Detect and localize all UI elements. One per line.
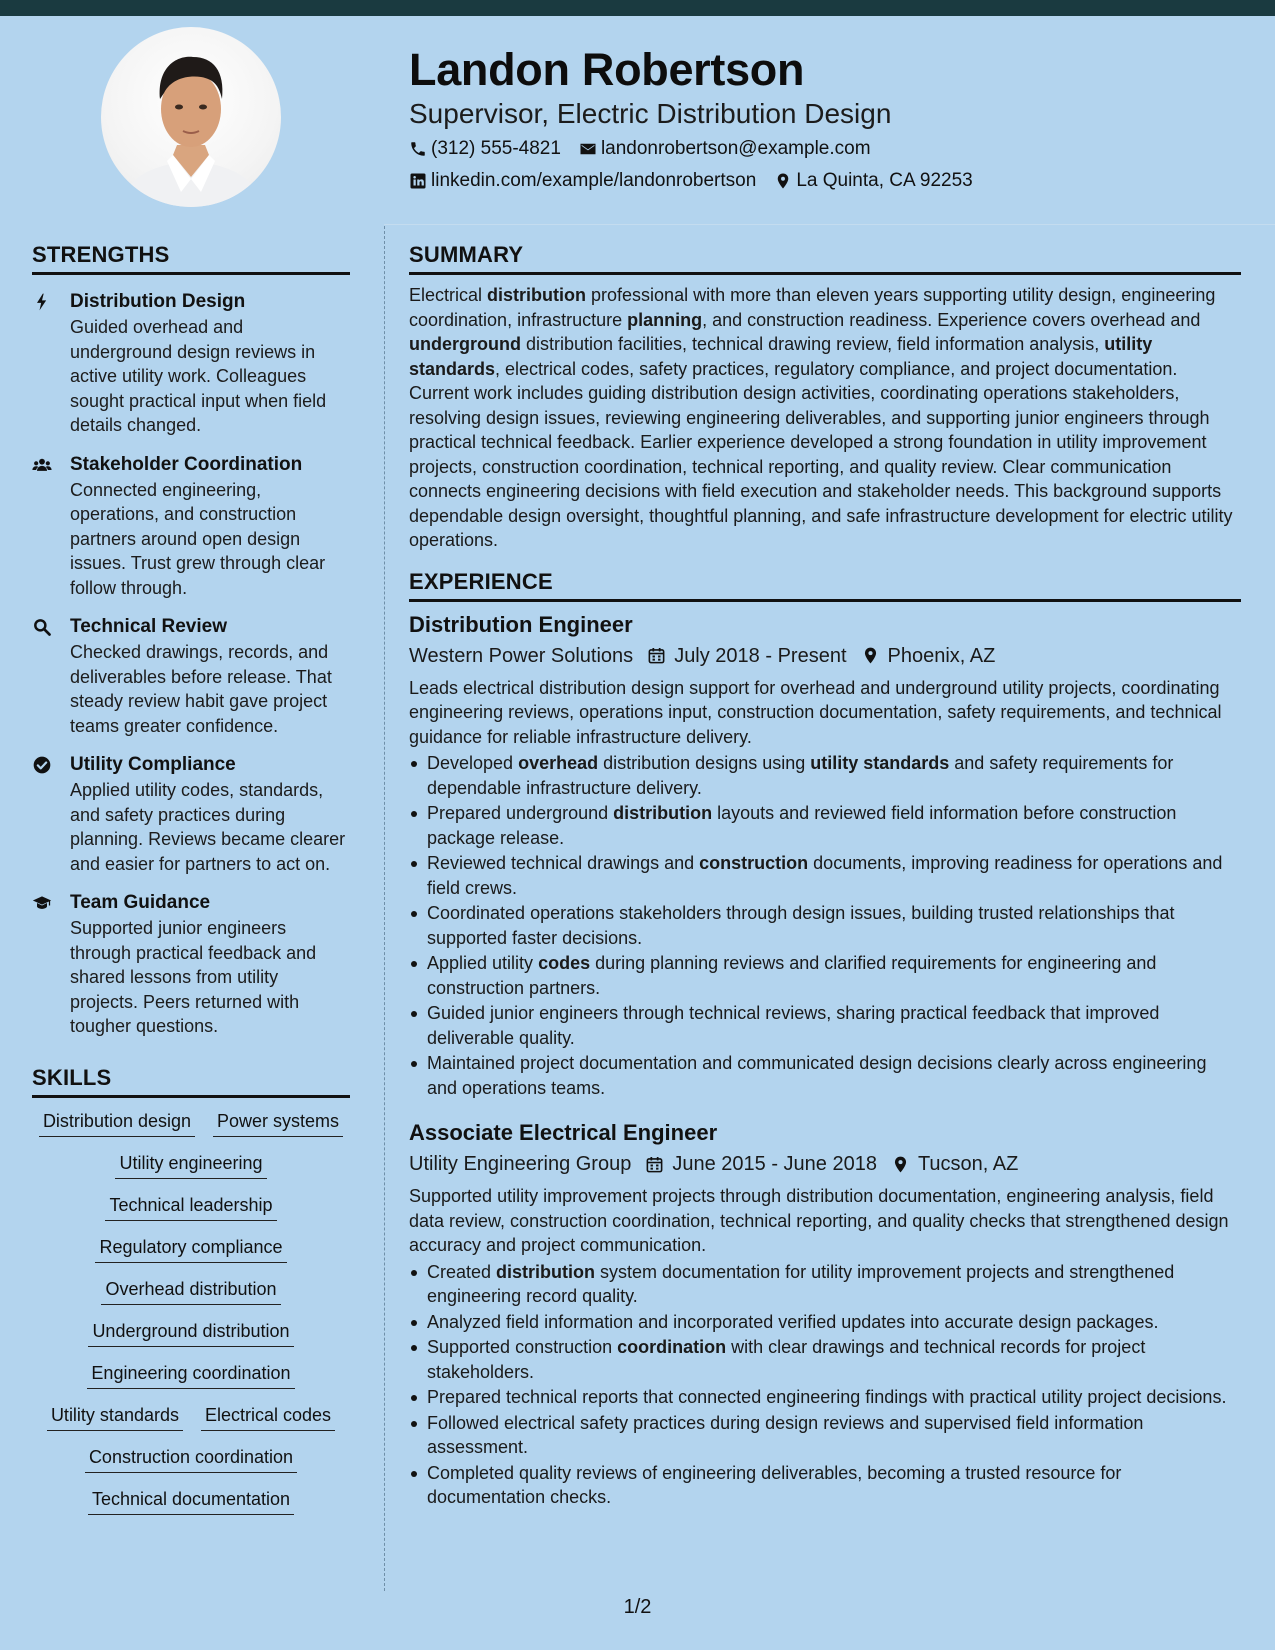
skill-tag: Engineering coordination [87, 1360, 294, 1389]
job-entry [409, 610, 1241, 1101]
job-dates: July 2018 - Present [674, 644, 847, 667]
calendar-icon [647, 646, 666, 665]
graduation-cap-icon [32, 893, 52, 913]
bolt-icon [32, 292, 52, 312]
strength-desc: Applied utility codes, standards, and safety practices during planning. Reviews became clearer and easier for partners to act on. [70, 780, 346, 874]
job-location: Tucson, AZ [917, 1153, 1019, 1175]
bullet-item: Supported construction coordination with clear drawings and technical records for project stakeholders. [409, 1335, 1241, 1384]
skill-tag: Technical leadership [105, 1192, 276, 1221]
job-title: Associate Electrical Engineer [409, 1120, 718, 1145]
strength-desc: Supported junior engineers through practical feedback and shared lessons from utility projects. Peers returned with tougher questions. [70, 918, 317, 1036]
strength-item [32, 752, 350, 876]
left-column [32, 240, 350, 1528]
skill-tag: Electrical codes [201, 1402, 335, 1431]
strength-title: Utility Compliance [70, 754, 236, 775]
phone-text: (312) 555-4821 [431, 138, 561, 159]
summary-heading: SUMMARY [409, 240, 1241, 275]
strength-item [32, 890, 350, 1039]
skill-tag: Utility standards [47, 1402, 183, 1431]
bullet-item: Guided junior engineers through technical reviews, sharing practical feedback that improved deliverable quality. [409, 1001, 1241, 1050]
bullet-item: Applied utility codes during planning reviews and clarified requirements for engineering and construction partners. [409, 951, 1241, 1000]
job-meta [409, 642, 1241, 670]
job-company: Utility Engineering Group [409, 1153, 632, 1175]
skill-tag: Distribution design [39, 1108, 195, 1137]
job-dates: June 2015 - June 2018 [672, 1153, 877, 1175]
strength-title: Technical Review [70, 616, 227, 637]
skill-tag: Construction coordination [85, 1444, 297, 1473]
bullet-item: Reviewed technical drawings and construction documents, improving readiness for operations and field crews. [409, 851, 1241, 900]
calendar-icon [645, 1155, 664, 1174]
contact-location [774, 168, 972, 194]
bullet-item: Completed quality reviews of engineering deliverables, becoming a trusted resource for documentation checks. [409, 1461, 1241, 1510]
location-text: La Quinta, CA 92253 [796, 170, 973, 191]
strength-desc: Connected engineering, operations, and construction partners around open design issues. Trust grew through clear follow through. [70, 479, 326, 598]
contact-row-2 [409, 168, 1249, 194]
map-pin-icon [774, 172, 792, 190]
skill-tag: Underground distribution [88, 1318, 293, 1347]
strength-title: Stakeholder Coordination [70, 453, 303, 475]
envelope-icon [579, 140, 597, 158]
job-meta [409, 1150, 1241, 1178]
bullet-item: Prepared underground distribution layouts and reviewed field information before construction package release. [409, 801, 1241, 850]
skill-tag: Technical documentation [88, 1486, 294, 1515]
job-company: Western Power Solutions [409, 644, 634, 667]
map-pin-icon [861, 646, 880, 665]
bullet-item: Created distribution system documentation for utility improvement projects and strengthened engineering record quality. [409, 1260, 1241, 1309]
candidate-name: Landon Robertson [409, 44, 805, 95]
job-description: Supported utility improvement projects through distribution documentation, engineering analysis, field data review, construction coordination, technical reporting, and quality checks that strengthened design accuracy and project communication. [409, 1186, 1229, 1255]
summary-text: Electrical distribution professional with more than eleven years supporting utility design, engineering coordination, infrastructure planning, and construction readiness. Experience covers overhead and underground distribution facilities, technical drawing review, field information analysis, utility standards, electrical codes, safety practices, regulatory compliance, and project documentation. Current work includes guiding distribution design activities, coordinating operations stakeholders, resolving design issues, reviewing engineering deliverables, and supporting junior engineers through practical technical feedback. Earlier experience developed a strong foundation in utility improvement projects, construction coordination, technical reporting, and quality review. Clear communication connects engineering decisions with field execution and stakeholder needs. This background supports dependable design oversight, thoughtful planning, and safe infrastructure development for electric utility operations. [409, 285, 1233, 550]
linkedin-text: linkedin.com/example/landonrobertson [431, 170, 757, 191]
linkedin-icon [409, 172, 427, 190]
bullet-item: Maintained project documentation and communicated design decisions clearly across engineering and operations teams. [409, 1051, 1241, 1100]
bullet-item: Prepared technical reports that connected engineering findings with practical utility project decisions. [409, 1385, 1241, 1410]
strength-item [32, 289, 350, 438]
bullet-item: Analyzed field information and incorporated verified updates into accurate design packages. [409, 1310, 1241, 1335]
skills-heading: SKILLS [32, 1063, 350, 1098]
contact-phone [409, 136, 561, 162]
strength-title: Team Guidance [70, 892, 211, 913]
bullet-item: Followed electrical safety practices during design reviews and supervised field information assessment. [409, 1411, 1241, 1460]
strength-item [32, 614, 350, 738]
contact-email[interactable] [579, 136, 871, 162]
skills-list [32, 1108, 350, 1528]
page-number: 1/2 [623, 1596, 652, 1618]
skill-tag: Overhead distribution [101, 1276, 280, 1305]
job-entry [409, 1118, 1241, 1510]
job-description: Leads electrical distribution design support for overhead and underground utility projects, coordinating engineering reviews, operations input, construction documentation, safety requirements, and technical guidance for reliable infrastructure delivery. [409, 677, 1222, 747]
candidate-title: Supervisor, Electric Distribution Design [409, 98, 892, 129]
search-icon [32, 617, 52, 637]
job-location: Phoenix, AZ [887, 644, 996, 667]
strength-title: Distribution Design [70, 291, 246, 312]
users-icon [32, 455, 52, 475]
strength-desc: Guided overhead and underground design reviews in active utility work. Colleagues sought practical input when field details changed. [70, 317, 327, 435]
profile-photo [101, 27, 281, 207]
job-bullets [409, 1260, 1241, 1510]
bullet-item: Coordinated operations stakeholders through design issues, building trusted relationships that supported faster decisions. [409, 901, 1241, 950]
job-title: Distribution Engineer [409, 611, 633, 637]
top-bar [0, 0, 1275, 16]
column-divider [384, 226, 385, 1591]
resume-header [409, 40, 1249, 194]
skill-tag: Power systems [213, 1108, 343, 1137]
phone-icon [409, 140, 427, 158]
contact-row-1 [409, 136, 1249, 162]
contact-linkedin[interactable] [409, 168, 756, 194]
strengths-heading: STRENGTHS [32, 240, 350, 275]
header-divider [384, 224, 1275, 225]
experience-heading: EXPERIENCE [409, 567, 1241, 602]
check-circle-icon [32, 755, 52, 775]
email-text: landonrobertson@example.com [600, 138, 871, 159]
profile-photo-image [101, 27, 281, 207]
bullet-item: Developed overhead distribution designs using utility standards and safety requirements for dependable infrastructure delivery. [409, 751, 1241, 800]
map-pin-icon [891, 1155, 910, 1174]
skill-tag: Utility engineering [115, 1150, 266, 1179]
strength-desc: Checked drawings, records, and deliverables before release. That steady review habit gave project teams greater confidence. [70, 642, 332, 736]
skill-tag: Regulatory compliance [95, 1234, 286, 1263]
job-bullets [409, 751, 1241, 1100]
strength-item [32, 452, 350, 601]
right-column [409, 240, 1241, 1511]
